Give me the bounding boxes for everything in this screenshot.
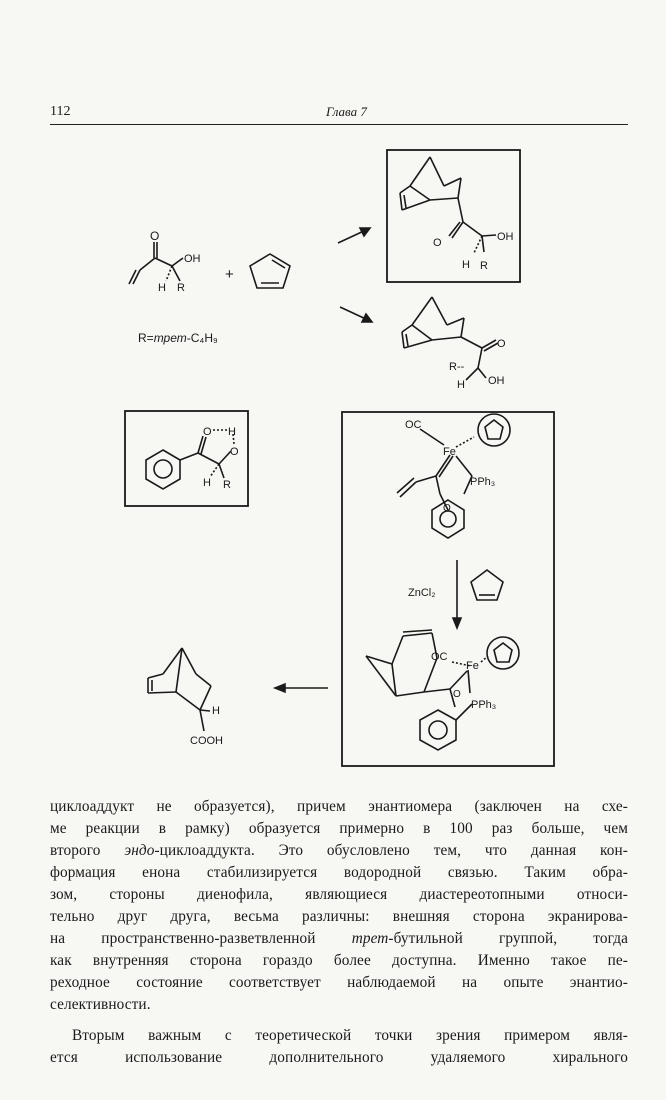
major-o-label: O [433, 237, 442, 249]
plus-sign: + [225, 266, 234, 283]
arrow-to-minor-product [340, 307, 372, 322]
acid-h-label: H [212, 705, 220, 717]
major-h-label: H [462, 259, 470, 271]
minor-h-label: H [457, 379, 465, 391]
text-line: как внутренняя сторона гораздо более доступна. Именно такое пе- [50, 952, 628, 969]
enone-reactant [129, 229, 201, 294]
tert-term: трет [351, 930, 389, 947]
cyclopentadiene [250, 254, 290, 288]
body-text [50, 796, 628, 1069]
minor-o-label: O [497, 338, 506, 350]
arrow-to-acid [275, 684, 328, 692]
pph3-label-1: PPh₃ [470, 476, 496, 488]
major-product-box [387, 150, 520, 282]
fe-label-2: Fe [466, 660, 479, 672]
iron-acyl-complex [397, 414, 510, 538]
text-line: ется использование дополнительного удаляемого хирального [50, 1049, 628, 1066]
acid-cooh-label: COOH [190, 735, 223, 747]
paragraph-2 [50, 1025, 628, 1069]
hbond-ch-label: H [203, 477, 211, 489]
text-line: ме реакции в рамку) образуется примерно в 100 раз больше, чем [50, 820, 628, 837]
text-line: селективности. [50, 996, 151, 1013]
iron-adduct [366, 630, 519, 750]
page-number: 112 [50, 104, 71, 119]
acyl-o-label: O [443, 503, 451, 514]
hbond-o2-label: O [230, 446, 239, 458]
text-line: Вторым важным с теоретической точки зрения примером явля- [72, 1027, 628, 1044]
text-line: зом, стороны диенофила, являющиеся диастереотопными относи- [50, 886, 628, 903]
enone-o-label: O [150, 229, 160, 243]
text-line: реходное состояние соответствует наблюдаемой на опыте энантио- [50, 974, 628, 991]
hbond-o-label: O [203, 426, 212, 438]
zncl2-label: ZnCl₂ [408, 587, 436, 599]
adduct-o-label: O [453, 689, 461, 700]
zncl2-arrow [408, 560, 503, 628]
major-product-structure [400, 157, 514, 272]
minor-product-structure [402, 297, 506, 391]
co-ligand-label-1: OC [405, 419, 422, 431]
paragraph-1 [50, 796, 628, 1016]
enone-h-label: H [158, 282, 166, 294]
text-line: циклоаддукт не образуется), причем энантиомера (заключен на схе- [50, 798, 628, 815]
r-definition: R=трет-C₄H₉ [138, 331, 218, 345]
minor-oh-label: OH [488, 375, 505, 387]
enone-oh-label: OH [184, 253, 201, 265]
final-acid-product [148, 648, 223, 747]
minor-r-label: R-- [449, 361, 465, 373]
text-line: второго эндо-циклоаддукта. Это обусловлено тем, что данная кон- [50, 842, 629, 859]
hbond-r-label: R [223, 479, 231, 491]
text-line: тельно друг друга, весьма различны: внешняя сторона экранирова- [50, 908, 628, 925]
iron-complex-box [342, 412, 554, 766]
pph3-label-2: PPh₃ [471, 699, 497, 711]
text-line: формация енона стабилизируется водородной связью. Таким обра- [50, 864, 628, 881]
arrow-to-boxed-product [338, 228, 370, 243]
endo-term: эндо [124, 842, 155, 859]
co-ligand-label-2: OC [431, 651, 448, 663]
enone-r-label: R [177, 282, 185, 294]
text-line: на пространственно-разветвленной трет-бутильной группой, тогда [50, 930, 628, 947]
major-oh-label: OH [497, 231, 514, 243]
major-r-label: R [480, 260, 488, 272]
running-title: Глава 7 [326, 104, 367, 119]
hbond-h-label: H [228, 426, 236, 438]
h-bonded-conformation [146, 426, 239, 491]
fe-label-1: Fe [443, 446, 456, 458]
